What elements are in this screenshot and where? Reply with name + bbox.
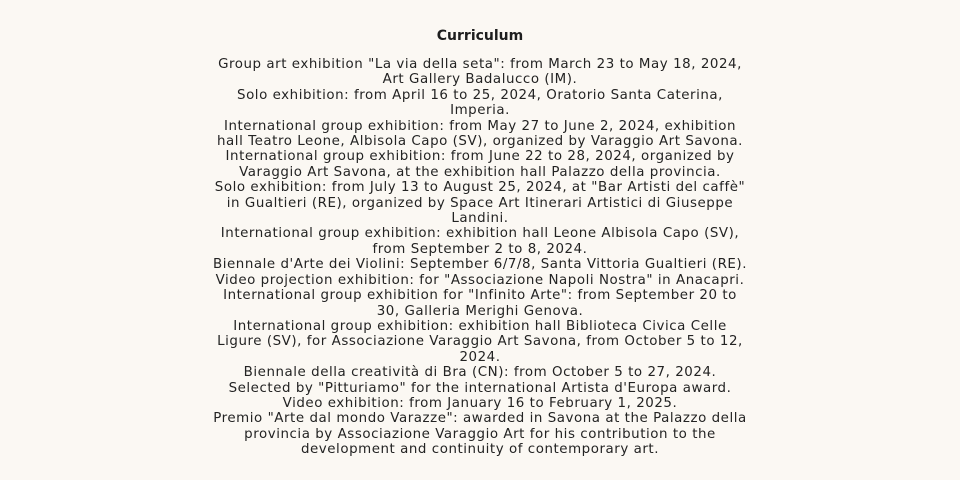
text-line: International group exhibition: from May 27 to June 2, 2024, exhibition xyxy=(223,118,737,134)
text-line: hall Teatro Leone, Albisola Capo (SV), organized by Varaggio Art Savona. xyxy=(217,134,743,150)
text-line: Premio "Arte dal mondo Varazze": awarded in Savona at the Palazzo della xyxy=(213,411,747,427)
text-line: Art Gallery Badalucco (IM). xyxy=(382,72,578,88)
text-line: International group exhibition: exhibition hall Leone Albisola Capo (SV), xyxy=(220,226,740,242)
text-line: in Gualtieri (RE), organized by Space Art Itinerari Artistici di Giuseppe xyxy=(226,195,734,211)
text-line: Video exhibition: from January 16 to February 1, 2025. xyxy=(282,395,678,411)
curriculum-text xyxy=(60,57,900,458)
text-line: Biennale d'Arte dei Violini: September 6/7/8, Santa Vittoria Gualtieri (RE). xyxy=(212,257,748,273)
text-line: International group exhibition: from June 22 to 28, 2024, organized by xyxy=(225,149,735,165)
page-title: Curriculum xyxy=(436,28,524,44)
text-line: 30, Galleria Merighi Genova. xyxy=(376,303,584,319)
text-line: Group art exhibition "La via della seta": from March 23 to May 18, 2024, xyxy=(218,57,742,72)
text-line: Landini. xyxy=(451,211,509,227)
text-line: Video projection exhibition: for "Associazione Napoli Nostra" in Anacapri. xyxy=(215,272,745,288)
text-line: development and continuity of contemporary art. xyxy=(300,442,660,458)
text-line: International group exhibition for "Infinito Arte": from September 20 to xyxy=(223,288,737,304)
text-line: Imperia. xyxy=(450,103,510,119)
text-line: International group exhibition: exhibition hall Biblioteca Civica Celle xyxy=(233,318,727,334)
text-line: Varaggio Art Savona, at the exhibition hall Palazzo della provincia. xyxy=(239,164,721,180)
text-line: provincia by Associazione Varaggio Art for his contribution to the xyxy=(244,426,716,442)
text-line: Selected by "Pitturiamo" for the international Artista d'Europa award. xyxy=(228,380,732,396)
text-line: Ligure (SV), for Associazione Varaggio Art Savona, from October 5 to 12, xyxy=(217,334,743,350)
text-line: from September 2 to 8, 2024. xyxy=(372,241,588,257)
text-line: Solo exhibition: from July 13 to August 25, 2024, at "Bar Artisti del caffè" xyxy=(214,180,746,196)
text-line: Biennale della creatività di Bra (CN): from October 5 to 27, 2024. xyxy=(243,365,717,381)
text-line: 2024. xyxy=(459,349,501,365)
text-line: Solo exhibition: from April 16 to 25, 2024, Oratorio Santa Caterina, xyxy=(237,87,723,103)
